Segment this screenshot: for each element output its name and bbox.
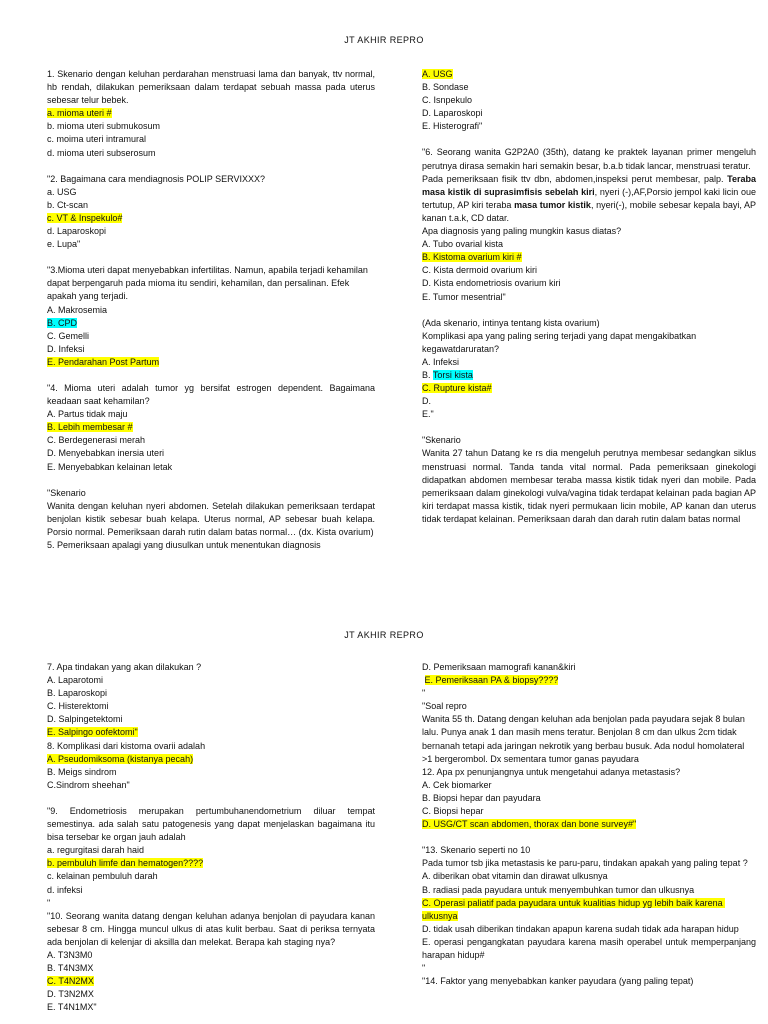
text-run: C. Berdegenerasi merah [47,435,146,446]
text-run: B. Sondase [422,82,469,93]
text-run: A. Partus tidak maju [47,409,128,420]
text-run: d. mioma uteri subserosum [47,147,156,158]
text-line [47,408,375,421]
text-line [422,975,756,988]
text-line [422,818,756,831]
text-run: D. Infeksi [47,343,85,354]
text-run: 5. Pemeriksaan apalagi yang diusulkan untuk menentukan diagnosis [47,540,321,550]
text-line [47,1001,375,1014]
text-line [422,766,756,779]
text-line [47,687,375,700]
text-run: c. kelainan pembuluh darah [47,871,158,882]
text-line [47,225,375,238]
text-run: "14. Faktor yang menyebabkan kanker payudara (yang paling tepat) [422,976,694,987]
text-run: "6. Seorang wanita G2P2A0 (35th), datang ke praktek layanan primer mengeluh perutnya dirasa semakin hari semakin besar, b.a.b tidak lancar, menstruasi teratur. [422,147,759,171]
text-run: "2. Bagaimana cara mendiagnosis POLIP SERVIXXX? [47,173,265,184]
text-line [422,225,756,238]
text-line [422,687,756,700]
text-line [47,173,375,186]
text-run: C. Kista dermoid ovarium kiri [422,265,538,276]
spacer [422,421,756,434]
text-line [47,661,375,674]
text-run: D. T3N2MX [47,989,94,1000]
highlighted-answer: D. USG/CT scan abdomen, thorax dan bone survey#" [422,819,637,830]
text-line [422,94,756,107]
text-line [422,120,756,133]
text-run: , nyeri (-),AF,Porsio jempol kaki licin oue tertutup, AP kiri teraba [422,186,759,210]
text-run: d. Laparoskopi [47,226,107,237]
text-run: a. regurgitasi darah haid [47,845,145,856]
highlighted-answer: E. Pendarahan Post Partum [47,356,160,367]
text-line [47,304,375,317]
text-line [422,369,756,382]
text-line [47,910,378,949]
text-run: E." [422,409,434,420]
text-line [422,962,756,975]
spacer [422,831,756,844]
text-run: (Ada skenario, intinya tentang kista ovarium) [422,317,600,328]
text-run: B. Biopsi hepar dan payudara [422,792,541,803]
text-run: Wanita 55 th. Datang dengan keluhan ada benjolan pada payudara sejak 8 bulan lalu. Punya anak 1 dan masih mens teratur. Benjolan 8 cm dan ulkus 2cm tidak bernanah tetapi ada jaringan nekrotik yang berbau busuk. Ada nodul homolateral >1 bergerombol. Dx sementara tumor ganas payudara [422,714,748,764]
right-column [422,68,759,526]
text-line [47,753,375,766]
text-run: A. Infeksi [422,356,460,367]
text-run: "10. Seorang wanita datang dengan keluhan adanya benjolan di payudara kanan sebesar 8 cm. Hingga muncul ulkus di atas kulit berbau. Saat di periksa ternyata ada benjolan di kelenjar di aksilla dan melekat. Berapa kah staging nya? [47,910,378,947]
spacer [47,160,375,173]
text-run: A. Tubo ovarial kista [422,239,504,250]
text-line [47,238,375,251]
text-run: A. Laparotomi [47,675,104,686]
text-run: a. USG [47,186,77,197]
highlighted-answer: b. pembuluh limfe dan hematogen???? [47,858,204,869]
text-run: D. Menyebabkan inersia uteri [47,448,165,459]
text-line [47,674,375,687]
text-line [47,949,375,962]
left-column [47,661,378,1014]
text-run: " [422,688,426,699]
text-run: Wanita 27 tahun Datang ke rs dia mengeluh perutnya membesar sedangkan siklus menstruasi normal. Tanda tanda vital normal. Pada pemeriksaan ginekologi didapatkan abdomen membesar teraba massa kistik tidak nyeri dan mobile. Pada pemeriksaan dalam ginekologi vulva/vagina tidak terdapat kelainan pada bagian AP kiri terdapat massa kistik, tidak nyeri permukaan licin mobile, AP kanan dan uterus tidak terdapat kelainan. Pemeriksaan darah dan darah rutin dalam batas normal [422,448,759,524]
text-line [422,277,756,290]
text-line [47,343,375,356]
text-line [422,264,756,277]
text-run: d. infeksi [47,884,83,895]
text-run: Apa diagnosis yang paling mungkin kasus diatas? [422,226,622,237]
text-line [47,870,375,883]
text-line [422,857,756,870]
text-run: 7. Apa tindakan yang akan dilakukan ? [47,662,202,672]
text-line [422,408,756,421]
text-line [422,713,756,765]
text-line [47,421,375,434]
highlighted-text: Torsi kista [432,369,473,380]
text-line [47,68,378,107]
spacer [47,474,375,487]
text-run: C.Sindrom sheehan" [47,779,130,790]
text-run: E. Tumor mesentrial" [422,291,506,302]
text-line [47,713,375,726]
text-line [422,146,759,172]
text-line [47,805,378,844]
left-column [47,68,378,552]
text-line [422,936,759,962]
text-run: B. [422,369,433,380]
text-run: , nyeri(-), mobile sebesar kepala bayi, AP kanan t.a.k, CD datar. [422,199,759,223]
text-line [422,356,756,369]
text-run: "Soal repro [422,701,467,712]
text-line [422,81,756,94]
text-line [47,487,375,500]
text-line [47,766,375,779]
text-run: D. [422,396,431,407]
text-line [422,700,756,713]
text-run: "13. Skenario seperti no 10 [422,845,531,856]
text-line [47,700,375,713]
text-line [422,291,756,304]
text-line [47,779,375,792]
right-column [422,661,759,988]
text-run: Pada tumor tsb jika metastasis ke paru-paru, tindakan apakah yang paling tepat ? [422,858,748,869]
highlighted-answer: B. CPD [47,317,78,328]
text-line [47,434,375,447]
text-line [47,330,375,343]
text-line [422,251,756,264]
text-run: A. Cek biomarker [422,779,492,790]
text-run: 1. Skenario dengan keluhan perdarahan menstruasi lama dan banyak, ttv normal, hb rendah, dilakukan pemeriksaan dalam terdapat sebuah massa pada uterus sebesar telur bebek. [47,69,378,106]
text-run: 12. Apa px penunjangnya untuk mengetahui adanya metastasis? [422,766,681,777]
spacer [422,304,756,317]
text-line [47,317,375,330]
highlighted-answer: C. Rupture kista# [422,383,492,394]
text-run: Teraba masa kistik di suprasimfisis sebelah kiri [422,173,759,197]
page-header: JT AKHIR REPRO [344,630,424,640]
text-line [47,884,375,897]
text-run: B. radiasi pada payudara untuk menyembuhkan tumor dan ulkusnya [422,884,695,895]
text-line [422,238,756,251]
text-line [422,923,756,936]
text-run: E. Menyebabkan kelainan letak [47,461,173,472]
text-line [422,68,756,81]
text-line [47,133,375,146]
text-run: "9. Endometriosis merupakan pertumbuhanendometrium diluar tempat semestinya. ada salah satu patogenesis yang dapat menjelaskan bagaimana itu bisa tersebar ke organ jauh adalah [47,805,378,843]
text-line [422,382,756,395]
text-run: Wanita dengan keluhan nyeri abdomen. Setelah dilakukan pemeriksaan terdapat benjolan kistik sebesar buah kelapa. Uterus normal, AP sebesar buah kelapa. Porsio normal. Pemeriksaan darah rutin dalam batas normal… (dx. Kista ovarium) [47,500,378,537]
text-line [422,897,756,923]
text-line [47,962,375,975]
text-line [422,395,756,408]
page-header: JT AKHIR REPRO [344,35,424,45]
text-run: B. Meigs sindrom [47,766,117,777]
text-line [422,317,756,330]
document-page-2 [0,512,768,1024]
text-run: b. mioma uteri submukosum [47,121,161,132]
text-run: D. Laparoskopi [422,108,483,119]
text-line [47,212,375,225]
text-line [47,199,375,212]
text-run: B. T4N3MX [47,963,94,974]
text-run: " [47,897,51,908]
text-run: B. Laparoskopi [47,688,108,699]
text-run: A. Makrosemia [47,304,108,315]
text-run: D. Kista endometriosis ovarium kiri [422,278,561,289]
highlighted-answer: B. Lebih membesar # [47,422,133,433]
spacer [47,369,375,382]
spacer [47,792,375,805]
text-run: " [422,963,426,974]
highlighted-answer: c. VT & Inspekulo# [47,212,123,223]
text-line [47,740,375,753]
text-line [422,434,756,447]
text-line [47,264,375,303]
text-line [47,120,375,133]
text-line [422,661,756,674]
text-run: C. Histerektomi [47,701,109,712]
text-run: C. Gemelli [47,330,90,341]
text-line [47,461,375,474]
text-line [47,356,375,369]
text-run: D. Salpingetektomi [47,714,123,725]
text-run: C. Biopsi hepar [422,806,484,817]
text-run: E. Histerografi" [422,121,483,132]
text-run: A. T3N3M0 [47,949,93,960]
text-run: "3.Mioma uteri dapat menyebabkan infertilitas. Namun, apabila terjadi kehamilan dapat berpengaruh pada mioma itu sendiri, kehamilan, dan persalinan. Efek apakah yang terjadi. [47,265,371,302]
text-run: masa tumor kistik [514,199,591,210]
text-run: "Skenario [422,435,461,446]
text-line [47,186,375,199]
text-run: c. moima uteri intramural [47,134,147,145]
text-line [47,726,375,739]
text-run: b. Ct-scan [47,199,89,210]
highlighted-answer: C. Operasi paliatif pada payudara untuk kualitias hidup yg lebih baik karena ulkusnya [422,897,726,921]
highlighted-answer: a. mioma uteri # [47,108,112,119]
highlighted-answer: A. USG [422,69,453,79]
text-run: E. operasi pengangkatan payudara karena masih operabel untuk memperpanjang harapan hidup# [422,936,759,960]
text-line [422,330,756,356]
text-run: 8. Komplikasi dari kistoma ovarii adalah [47,740,206,751]
text-line [47,147,375,160]
text-line [47,857,375,870]
highlighted-text: E. Pemeriksaan PA & biopsy???? [424,675,559,686]
text-run: Pada pemeriksaan fisik ttv dbn, abdomen,inspeksi perut membesar, palp. [422,173,728,184]
spacer [47,251,375,264]
highlighted-answer: B. Kistoma ovarium kiri # [422,252,522,263]
text-run: "Skenario [47,487,86,498]
text-line [422,173,759,225]
text-line [47,897,375,910]
text-line [422,779,756,792]
text-line [422,870,756,883]
highlighted-answer: E. Salpingo oofektomi" [47,727,138,738]
text-run: Komplikasi apa yang paling sering terjadi yang dapat mengakibatkan kegawatdaruratan? [422,330,699,354]
text-line [47,447,375,460]
spacer [422,133,756,146]
text-run: D. tidak usah diberikan tindakan apapun karena sudah tidak ada harapan hidup [422,923,739,934]
text-line [47,975,375,988]
text-line [422,792,756,805]
text-run: "4. Mioma uteri adalah tumor yg bersifat estrogen dependent. Bagaimana keadaan saat kehamilan? [47,382,378,407]
text-line [47,988,375,1001]
text-line [422,844,756,857]
text-line [422,674,756,687]
text-line [47,844,375,857]
text-run: E. T4N1MX" [47,1002,97,1013]
text-run: A. diberikan obat vitamin dan dirawat ulkusnya [422,871,608,882]
text-line [422,884,756,897]
text-run: e. Lupa" [47,239,81,250]
text-line [47,107,375,120]
text-line [422,805,756,818]
text-run: D. Pemeriksaan mamografi kanan&kiri [422,662,576,672]
text-line [422,107,756,120]
highlighted-answer: C. T4N2MX [47,976,94,987]
text-run: C. Isnpekulo [422,95,473,106]
text-line [47,382,378,408]
highlighted-answer: A. Pseudomiksoma (kistanya pecah) [47,753,194,764]
